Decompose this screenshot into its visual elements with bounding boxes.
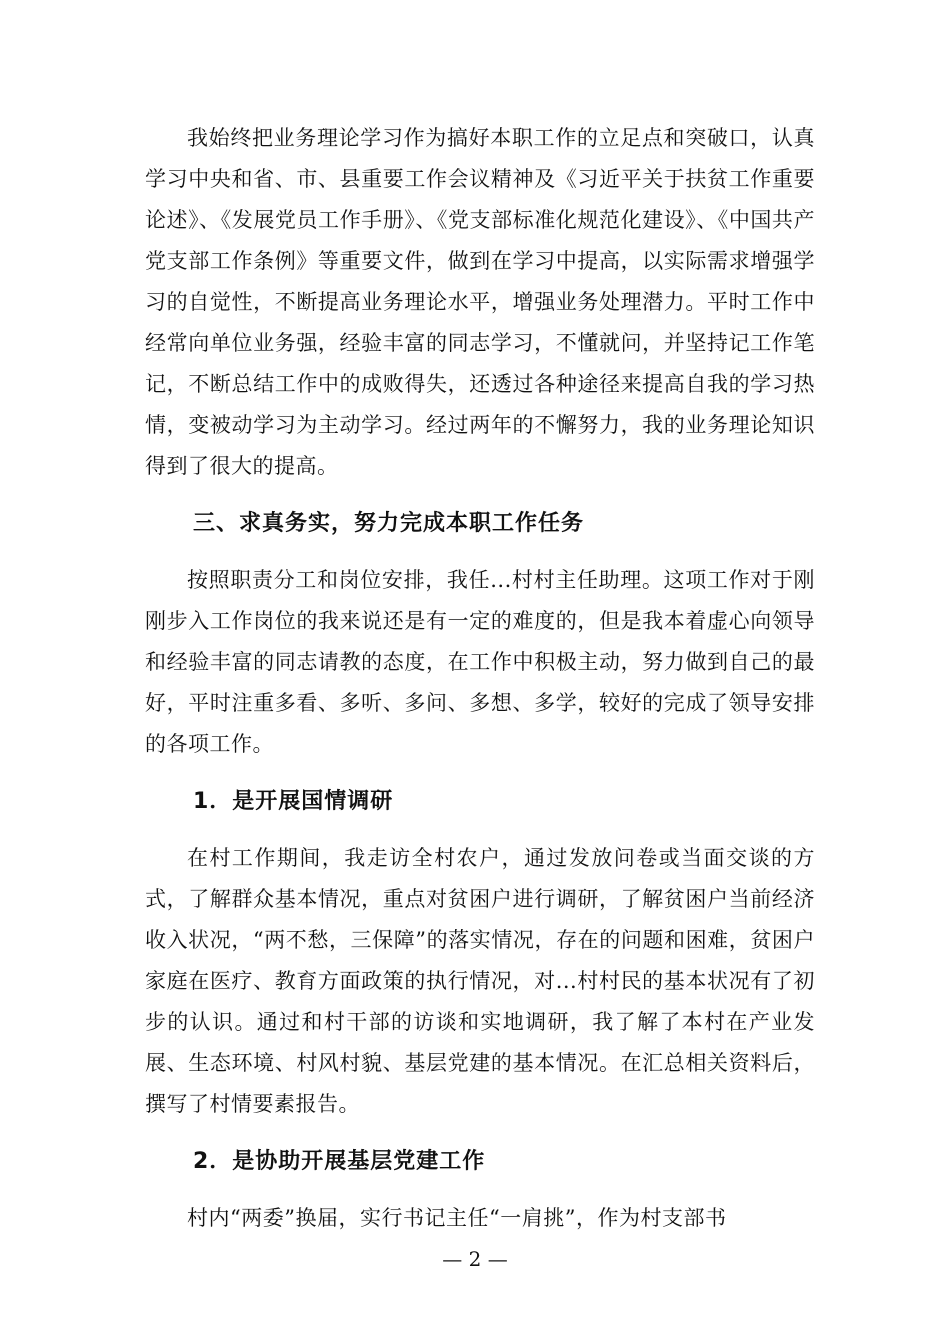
subheading-item-1: 1．是开展国情调研 (193, 789, 394, 814)
paragraph-item-1: 在村工作期间，我走访全村农户，通过发放问卷或当面交谈的方式，了解群众基本情况，重点对贫困户进行调研，了解贫困户当前经济收入状况，“两不愁，三保障”的落实情况，存在的问题和困难，贫困户家庭在医疗、教育方面政策的执行情况，对...村村民的基本状况有了初步的认识。通过和村干部的访谈和实地调研，我了解了本村在产业发展、生态环境、村风村貌、基层党建的基本情况。在汇总相关资料后，撰写了村情要素报告。 (145, 846, 815, 1116)
document-body (145, 118, 815, 1239)
paragraph-section3-intro: 按照职责分工和岗位安排，我任...村村主任助理。这项工作对于刚刚步入工作岗位的我来说还是有一定的难度的，但是我本着虚心向领导和经验丰富的同志请教的态度，在工作中积极主动，努力做到自己的最好，平时注重多看、多听、多问、多想、多学，较好的完成了领导安排的各项工作。 (145, 568, 815, 756)
section-heading-3: 三、求真务实，努力完成本职工作任务 (193, 511, 585, 536)
subheading-item-2: 2．是协助开展基层党建工作 (193, 1149, 486, 1174)
page-number: — 2 — (442, 1247, 508, 1271)
paragraph-item-2: 村内“两委”换届，实行书记主任“一肩挑”，作为村支部书 (187, 1206, 727, 1230)
paragraph-study: 我始终把业务理论学习作为搞好本职工作的立足点和突破口，认真学习中央和省、市、县重要工作会议精神及《习近平关于扶贫工作重要论述》、《发展党员工作手册》、《党支部标准化规范化建设》、《中国共产党支部工作条例》等重要文件，做到在学习中提高，以实际需求增强学习的自觉性，不断提高业务理论水平，增强业务处理潜力。平时工作中经常向单位业务强，经验丰富的同志学习，不懂就问，并坚持记工作笔记，不断总结工作中的成败得失，还透过各种途径来提高自我的学习热情，变被动学习为主动学习。经过两年的不懈努力，我的业务理论知识得到了很大的提高。 (145, 126, 815, 478)
